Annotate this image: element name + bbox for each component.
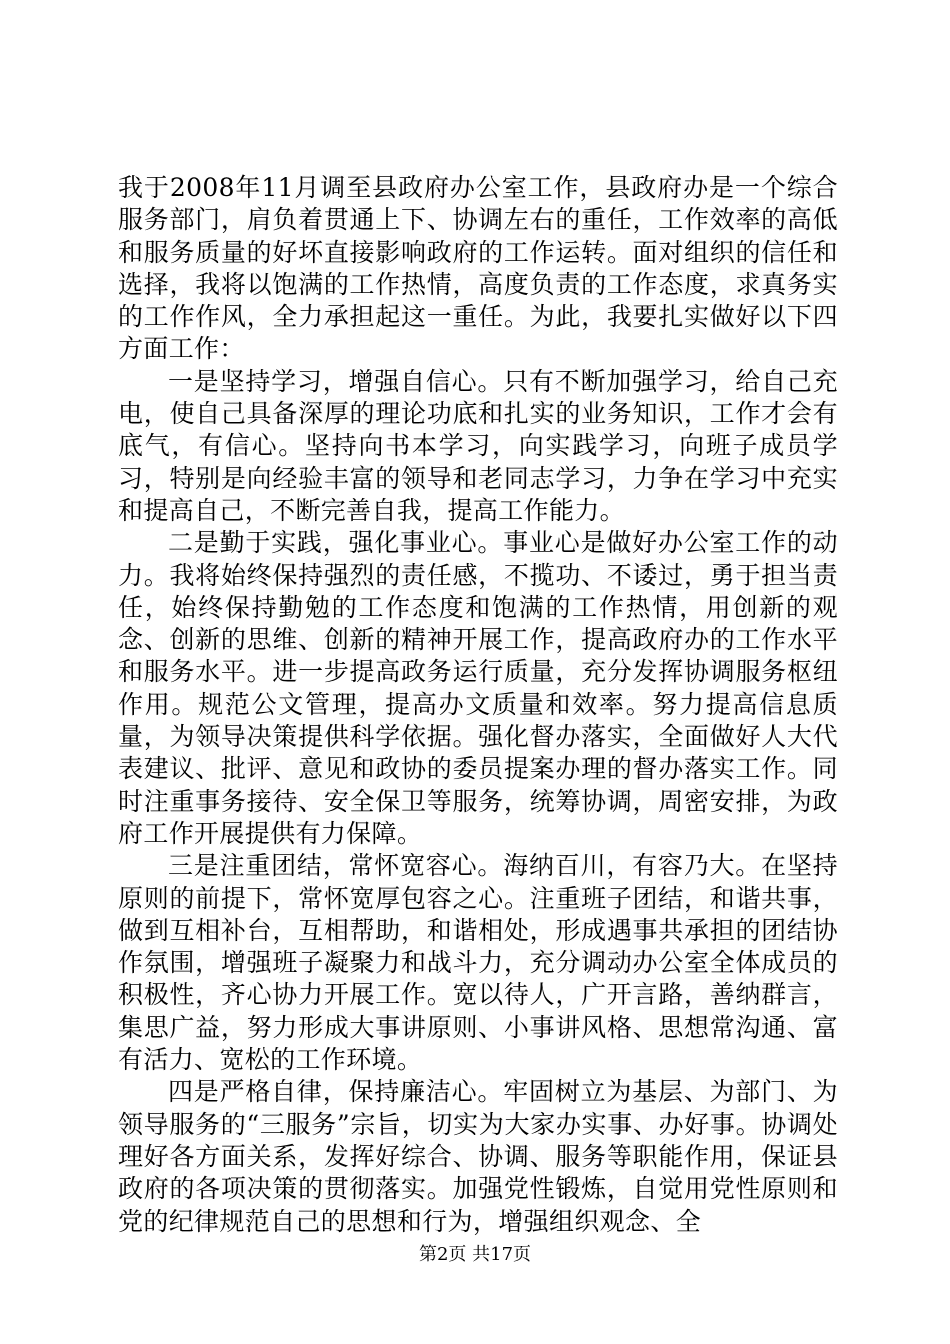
document-body (118, 172, 838, 1238)
paragraph-point-one: 一是坚持学习，增强自信心。只有不断加强学习，给自己充电，使自己具备深厚的理论功底和扎实的业务知识，工作才会有底气，有信心。坚持向书本学习，向实践学习，向班子成员学习，特别是向经验丰富的领导和老同志学习，力争在学习中充实和提高自己，不断完善自我，提高工作能力。 (118, 366, 838, 525)
paragraph-intro: 我于2008年11月调至县政府办公室工作，县政府办是一个综合服务部门，肩负着贯通上下、协调左右的重任，工作效率的高低和服务质量的好坏直接影响政府的工作运转。面对组织的信任和选择，我将以饱满的工作热情，高度负责的工作态度，求真务实的工作作风，全力承担起这一重任。为此，我要扎实做好以下四方面工作： (118, 173, 838, 364)
paragraph-point-three: 三是注重团结，常怀宽容心。海纳百川，有容乃大。在坚持原则的前提下，常怀宽厚包容之心。注重班子团结，和谐共事，做到互相补台，互相帮助，和谐相处，形成遇事共承担的团结协作氛围，增强班子凝聚力和战斗力，充分调动办公室全体成员的积极性，齐心协力开展工作。宽以待人，广开言路，善纳群言，集思广益，努力形成大事讲原则、小事讲风格、思想常沟通、富有活力、宽松的工作环境。 (118, 851, 838, 1075)
paragraph-point-two: 二是勤于实践，强化事业心。事业心是做好办公室工作的动力。我将始终保持强烈的责任感，不揽功、不诿过，勇于担当责任，始终保持勤勉的工作态度和饱满的工作热情，用创新的观念、创新的思维、创新的精神开展工作，提高政府办的工作水平和服务水平。进一步提高政务运行质量，充分发挥协调服务枢纽作用。规范公文管理，提高办文质量和效率。努力提高信息质量，为领导决策提供科学依据。强化督办落实，全面做好人大代表建议、批评、意见和政协的委员提案办理的督办落实工作。同时注重事务接待、安全保卫等服务，统筹协调，周密安排，为政府工作开展提供有力保障。 (118, 528, 838, 848)
paragraph-point-four: 四是严格自律，保持廉洁心。牢固树立为基层、为部门、为领导服务的“三服务”宗旨，切实为大家办实事、办好事。协调处理好各方面关系，发挥好综合、协调、服务等职能作用，保证县政府的各项决策的贯彻落实。加强党性锻炼，自觉用党性原则和党的纪律规范自己的思想和行为，增强组织观念、全 (118, 1077, 838, 1236)
page-number-footer: 第2页 共17页 (418, 1244, 532, 1265)
